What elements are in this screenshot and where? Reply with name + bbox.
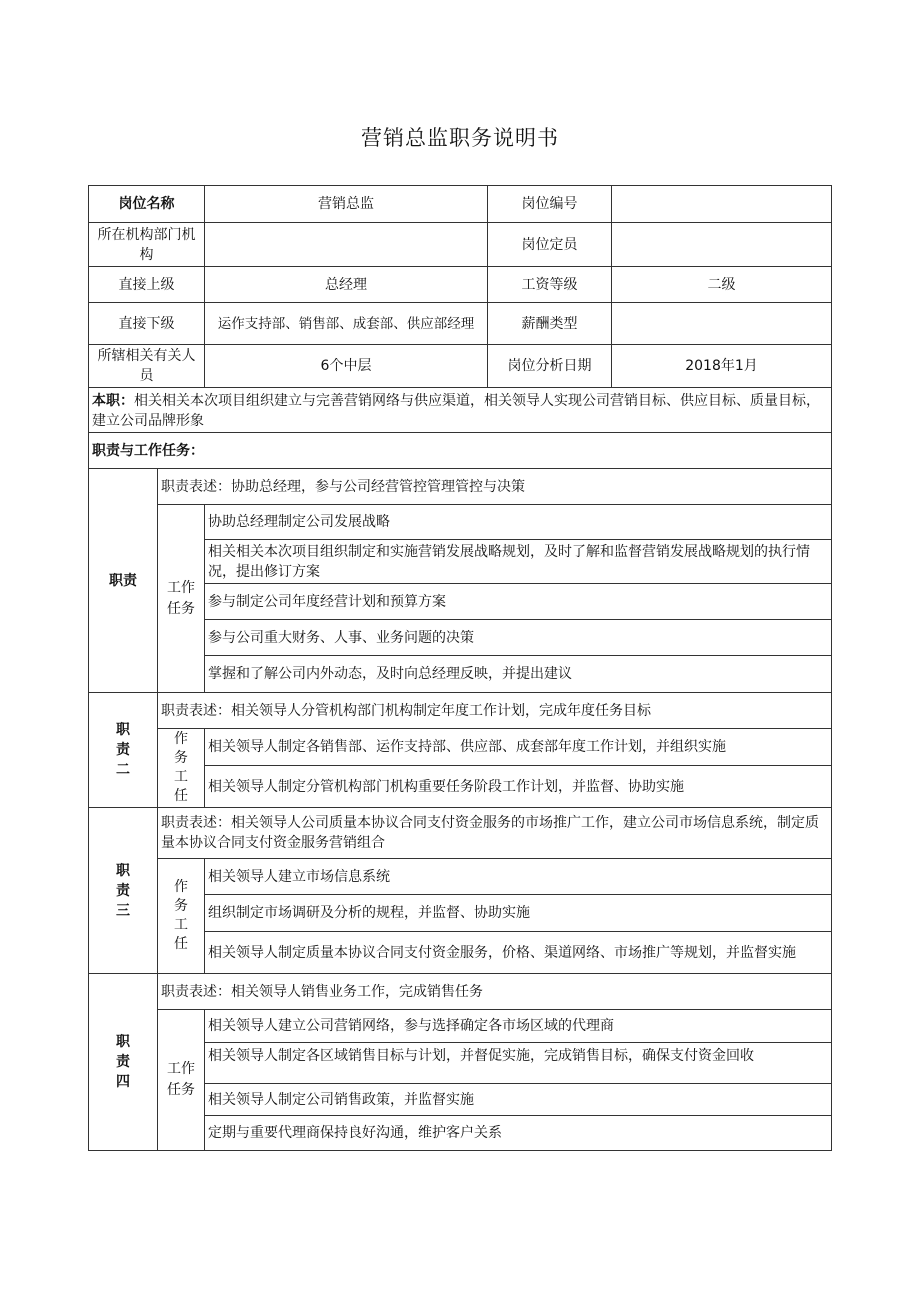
duty-1-task-1: 协助总经理制定公司发展战略 (205, 505, 832, 540)
task-row (89, 729, 832, 766)
duty-3-task-label-cell (158, 859, 205, 974)
headcount-label: 岗位定员 (488, 223, 612, 267)
info-row (89, 267, 832, 303)
job-description-table (88, 185, 832, 1151)
salary-grade-value: 二级 (612, 267, 832, 303)
duty-summary-row (89, 388, 832, 433)
duty-4-task-1: 相关领导人建立公司营销网络，参与选择确定各市场区域的代理商 (205, 1010, 832, 1043)
position-number-value (612, 186, 832, 223)
duty-row (89, 808, 832, 859)
info-row (89, 186, 832, 223)
task-row (89, 505, 832, 540)
duty-1-task-label-cell (158, 505, 205, 693)
duty-1-label: 职责 (89, 469, 158, 693)
pay-type-label: 薪酬类型 (488, 303, 612, 345)
duty-3-desc: 职责表述：相关领导人公司质量本协议合同支付资金服务的市场推广工作，建立公司市场信息系统，制定质量本协议合同支付资金服务营销组合 (158, 808, 832, 859)
department-value (205, 223, 488, 267)
info-row (89, 303, 832, 345)
duty-2-task-2: 相关领导人制定分管机构部门机构重要任务阶段工作计划，并监督、协助实施 (205, 766, 832, 808)
duty-row (89, 469, 832, 505)
duty-summary-text: 相关相关本次项目组织建立与完善营销网络与供应渠道，相关领导人实现公司营销目标、供应目标、质量目标，建立公司品牌形象 (92, 393, 820, 429)
duty-2-task-1: 相关领导人制定各销售部、运作支持部、供应部、成套部年度工作计划，并组织实施 (205, 729, 832, 766)
direct-subordinate-value: 运作支持部、销售部、成套部、供应部经理 (205, 303, 488, 345)
duty-1-task-3: 参与制定公司年度经营计划和预算方案 (205, 584, 832, 620)
document-title: 营销总监职务说明书 (361, 126, 559, 150)
duty-1-task-2: 相关相关本次项目组织制定和实施营销发展战略规划，及时了解和监督营销发展战略规划的执行情况，提出修订方案 (205, 540, 832, 584)
duty-4-label-cell (89, 974, 158, 1151)
section-header: 职责与工作任务： (89, 433, 832, 469)
duty-4-task-2: 相关领导人制定各区域销售目标与计划，并督促实施，完成销售目标，确保支付资金回收 (205, 1043, 832, 1084)
section-header-row (89, 433, 832, 469)
duty-1-task-label: 工作任务 (167, 579, 195, 617)
duty-1-task-4: 参与公司重大财务、人事、业务问题的决策 (205, 620, 832, 656)
direct-superior-label: 直接上级 (89, 267, 205, 303)
duty-2-desc: 职责表述：相关领导人分管机构部门机构制定年度工作计划，完成年度任务目标 (158, 693, 832, 729)
info-row (89, 223, 832, 267)
direct-subordinate-label: 直接下级 (89, 303, 205, 345)
duty-4-label: 职责四 (116, 1034, 130, 1090)
duty-2-label-cell (89, 693, 158, 808)
department-label: 所在机构部门机构 (89, 223, 205, 267)
task-row (89, 1010, 832, 1043)
task-row (89, 859, 832, 895)
info-row (89, 345, 832, 388)
headcount-value (612, 223, 832, 267)
pay-type-value (612, 303, 832, 345)
duty-1-desc: 职责表述：协助总经理，参与公司经营管控管理管控与决策 (158, 469, 832, 505)
duty-1-task-5: 掌握和了解公司内外动态，及时向总经理反映，并提出建议 (205, 656, 832, 693)
duty-summary-label: 本职： (92, 393, 134, 409)
duty-3-task-label: 作务工任 (174, 879, 188, 952)
duty-3-task-3: 相关领导人制定质量本协议合同支付资金服务，价格、渠道网络、市场推广等规划，并监督实施 (205, 932, 832, 974)
duty-4-task-3: 相关领导人制定公司销售政策，并监督实施 (205, 1084, 832, 1116)
duty-summary (89, 388, 832, 433)
duty-2-task-label-cell (158, 729, 205, 808)
analysis-date-value: 2018年1月 (612, 345, 832, 388)
analysis-date-label: 岗位分析日期 (488, 345, 612, 388)
duty-3-task-1: 相关领导人建立市场信息系统 (205, 859, 832, 895)
salary-grade-label: 工资等级 (488, 267, 612, 303)
duty-3-label-cell (89, 808, 158, 974)
staff-label: 所辖相关有关人员 (89, 345, 205, 388)
position-number-label: 岗位编号 (488, 186, 612, 223)
duty-4-task-label: 工作任务 (167, 1061, 195, 1098)
staff-value: 6个中层 (205, 345, 488, 388)
duty-row (89, 693, 832, 729)
duty-2-label: 职责二 (116, 722, 130, 778)
duty-4-task-4: 定期与重要代理商保持良好沟通，维护客户关系 (205, 1116, 832, 1151)
direct-superior-value: 总经理 (205, 267, 488, 303)
duty-3-label: 职责三 (116, 862, 130, 919)
duty-4-task-label-cell (158, 1010, 205, 1151)
duty-4-desc: 职责表述：相关领导人销售业务工作，完成销售任务 (158, 974, 832, 1010)
position-name-label: 岗位名称 (89, 186, 205, 223)
duty-2-task-label: 作务工任 (174, 731, 188, 804)
duty-row (89, 974, 832, 1010)
duty-3-task-2: 组织制定市场调研及分析的规程，并监督、协助实施 (205, 895, 832, 932)
position-name-value: 营销总监 (205, 186, 488, 223)
